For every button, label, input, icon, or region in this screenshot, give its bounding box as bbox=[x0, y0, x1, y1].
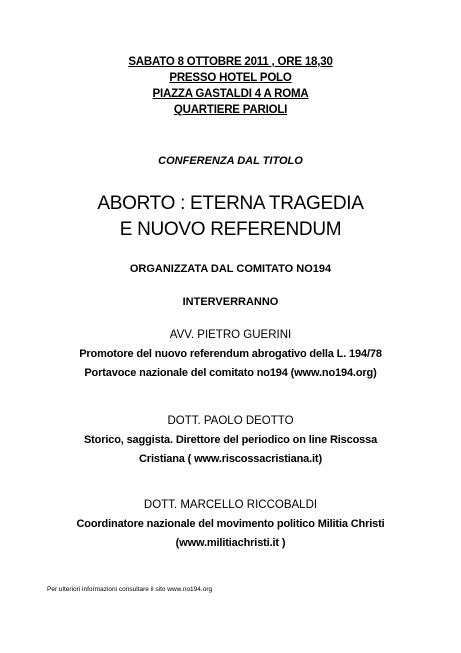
speaker-1-desc-line2: Portavoce nazionale del comitato no194 (www.no194.org) bbox=[84, 367, 377, 379]
event-venue: PRESSO HOTEL POLO bbox=[169, 72, 292, 84]
speakers-label: INTERVERRANNO bbox=[182, 296, 279, 308]
speaker-2-name: DOTT. PAOLO DEOTTO bbox=[167, 415, 294, 427]
event-address: PIAZZA GASTALDI 4 A ROMA bbox=[152, 88, 309, 100]
speaker-3-name: DOTT. MARCELLO RICCOBALDI bbox=[143, 499, 318, 511]
speaker-1-desc-line1: Promotore del nuovo referendum abrogativo della L. 194/78 bbox=[79, 348, 382, 360]
organizer-line: ORGANIZZATA DAL COMITATO NO194 bbox=[129, 263, 332, 275]
speaker-1-name: AVV. PIETRO GUERINI bbox=[169, 329, 292, 341]
conference-label: CONFERENZA DAL TITOLO bbox=[158, 155, 303, 167]
conference-title-line1: ABORTO : ETERNA TRAGEDIA bbox=[97, 193, 364, 214]
speaker-2-desc-line2: Cristiana ( www.riscossacristiana.it) bbox=[139, 453, 322, 465]
event-district: QUARTIERE PARIOLI bbox=[173, 104, 288, 116]
speaker-2-desc-line1: Storico, saggista. Direttore del periodico on line Riscossa bbox=[83, 434, 378, 446]
event-datetime: SABATO 8 OTTOBRE 2011 , ORE 18,30 bbox=[128, 56, 333, 68]
speaker-3-desc-line2: (www.militiachristi.it ) bbox=[175, 537, 286, 549]
footer-info: Per ulteriori informazioni consultare il sito www.no194.org bbox=[47, 586, 213, 593]
speaker-3-desc-line1: Coordinatore nazionale del movimento politico Militia Christi bbox=[76, 518, 385, 530]
conference-title-line2: E NUOVO REFERENDUM bbox=[119, 219, 342, 240]
